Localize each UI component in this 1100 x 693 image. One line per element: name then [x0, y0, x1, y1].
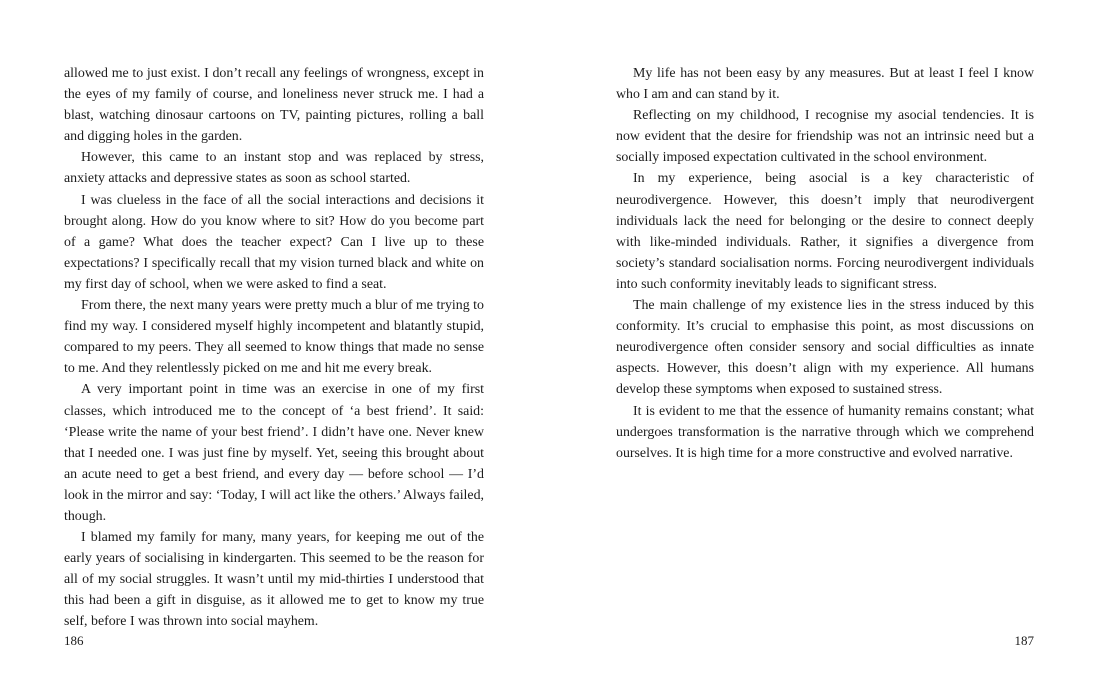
- paragraph: However, this came to an instant stop and was replaced by stress, anxiety attacks and depressive states as soon as school started.: [64, 150, 484, 187]
- paragraph: It is evident to me that the essence of humanity remains constant; what undergoes transformation is the narrative through which we comprehend ourselves. It is high time for a more constructive and evolved narrative.: [616, 403, 1034, 461]
- paragraph: From there, the next many years were pretty much a blur of me trying to find my way. I considered myself highly incompetent and blatantly stupid, compared to my peers. They all seemed to know things that made no sense to me. And they relentlessly picked on me and hit me every break.: [64, 298, 484, 377]
- paragraph: In my experience, being asocial is a key characteristic of neurodivergence. However, this doesn’t imply that neurodivergent individuals lack the need for belonging or the desire to connect deeply with like-minded individuals. Rather, it signifies a divergence from society’s standard socialisation norms. Forcing neurodivergent individuals into such conformity inevitably leads to significant stress.: [616, 171, 1034, 292]
- left-page-text-block: [64, 63, 484, 633]
- paragraph: Reflecting on my childhood, I recognise my asocial tendencies. It is now evident that the desire for friendship was not an intrinsic need but a socially imposed expectation cultivated in the school environment.: [616, 108, 1034, 166]
- paragraph: The main challenge of my existence lies in the stress induced by this conformity. It’s crucial to emphasise this point, as most discussions on neurodivergence often consider sensory and social difficulties as innate aspects. However, this doesn’t align with my experience. All humans develop these symptoms when exposed to sustained stress.: [616, 298, 1034, 398]
- paragraph: I blamed my family for many, many years, for keeping me out of the early years of socialising in kindergarten. This seemed to be the reason for all of my social struggles. It wasn’t until my mid-thirties I understood that this had been a gift in disguise, as it allowed me to get to know my true self, before I was thrown into social mayhem.: [64, 530, 484, 630]
- right-page-text-block: [616, 63, 1034, 464]
- paragraph: I was clueless in the face of all the social interactions and decisions it brought along. How do you know where to sit? How do you become part of a game? What does the teacher expect? Can I live up to these expectations? I specifically recall that my vision turned black and white on my first day of school, when we were asked to find a seat.: [64, 192, 484, 292]
- paragraph: allowed me to just exist. I don’t recall any feelings of wrongness, except in the eyes of my family of course, and loneliness never struck me. I had a blast, watching dinosaur cartoons on TV, painting pictures, rolling a ball and digging holes in the garden.: [64, 66, 484, 145]
- right-page-number: 187: [1014, 633, 1034, 648]
- left-page-number: 186: [64, 633, 84, 648]
- paragraph: A very important point in time was an exercise in one of my first classes, which introduced me to the concept of ‘a best friend’. It said: ‘Please write the name of your best friend’. I didn’t have one. Never knew that I needed one. I was just fine by myself. Yet, seeing this brought about an acute need to get a best friend, and every day — before school — I’d look in the mirror and say: ‘Today, I will act like the others.’ Always failed, though.: [64, 382, 484, 524]
- paragraph: My life has not been easy by any measures. But at least I feel I know who I am and can stand by it.: [616, 66, 1034, 103]
